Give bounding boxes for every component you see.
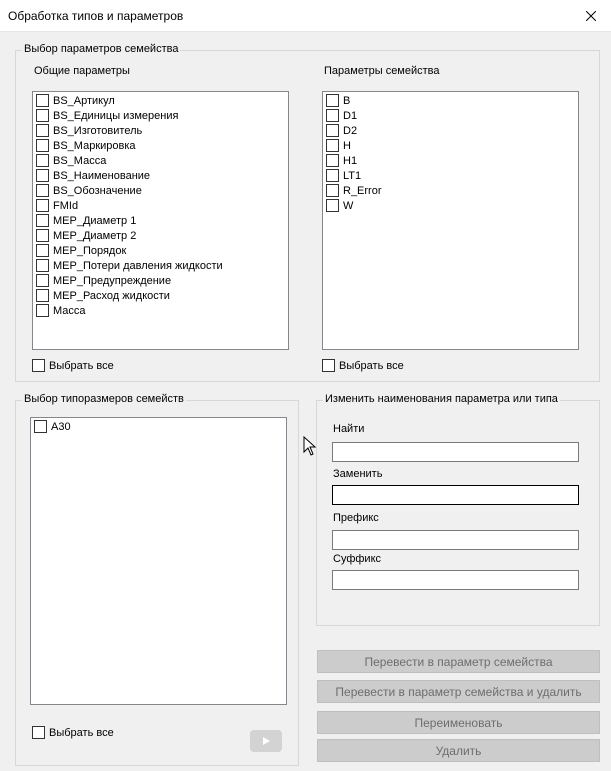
- checkbox[interactable]: [326, 154, 339, 167]
- list-item-label: MEP_Диаметр 1: [53, 214, 137, 227]
- list-item[interactable]: [33, 123, 288, 138]
- checkbox[interactable]: [36, 259, 49, 272]
- list-item-label: B: [343, 94, 351, 107]
- list-item[interactable]: [323, 183, 578, 198]
- prefix-input[interactable]: [332, 530, 579, 550]
- common-params-label: Общие параметры: [34, 65, 130, 77]
- checkbox[interactable]: [322, 359, 335, 372]
- checkbox[interactable]: [36, 304, 49, 317]
- list-item[interactable]: [323, 123, 578, 138]
- list-item-label: MEP_Предупреждение: [53, 274, 172, 287]
- checkbox[interactable]: [326, 139, 339, 152]
- list-item[interactable]: [33, 228, 288, 243]
- to-family-param-delete-button[interactable]: Перевести в параметр семейства и удалить: [317, 680, 600, 703]
- list-item-label: BS_Масса: [53, 154, 107, 167]
- list-item-label: W: [343, 199, 354, 212]
- checkbox[interactable]: [36, 229, 49, 242]
- checkbox[interactable]: [326, 169, 339, 182]
- checkbox[interactable]: [36, 199, 49, 212]
- find-input[interactable]: [332, 442, 579, 462]
- checkbox[interactable]: [36, 214, 49, 227]
- delete-button[interactable]: Удалить: [317, 739, 600, 762]
- checkbox[interactable]: [36, 94, 49, 107]
- suffix-input[interactable]: [332, 570, 579, 590]
- list-item-label: BS_Маркировка: [53, 139, 136, 152]
- list-item-label: BS_Изготовитель: [53, 124, 143, 137]
- list-item-label: MEP_Диаметр 2: [53, 229, 137, 242]
- checkbox[interactable]: [36, 289, 49, 302]
- prefix-label: Префикс: [333, 512, 379, 524]
- list-item-label: H: [343, 139, 351, 152]
- family-select-all[interactable]: [322, 359, 404, 372]
- list-item[interactable]: [323, 198, 578, 213]
- list-item-label: MEP_Потери давления жидкости: [53, 259, 223, 272]
- family-params-label: Параметры семейства: [324, 65, 440, 77]
- checkbox[interactable]: [36, 139, 49, 152]
- list-item-label: BS_Наименование: [53, 169, 151, 182]
- list-item-label: H1: [343, 154, 358, 167]
- list-item[interactable]: [33, 243, 288, 258]
- window-title: Обработка типов и параметров: [8, 9, 184, 23]
- close-button[interactable]: [571, 0, 611, 32]
- list-item-label: BS_Обозначение: [53, 184, 142, 197]
- checkbox[interactable]: [32, 359, 45, 372]
- list-item[interactable]: [323, 93, 578, 108]
- list-item-label: FMId: [53, 199, 79, 212]
- list-item-label: BS_Единицы измерения: [53, 109, 179, 122]
- select-all-label: Выбрать все: [339, 359, 404, 372]
- to-family-param-button[interactable]: Перевести в параметр семейства: [317, 650, 600, 673]
- title-bar: [0, 0, 611, 32]
- family-params-list[interactable]: [322, 91, 579, 350]
- suffix-label: Суффикс: [333, 553, 382, 565]
- checkbox[interactable]: [326, 94, 339, 107]
- checkbox[interactable]: [326, 184, 339, 197]
- list-item-label: MEP_Порядок: [53, 244, 127, 257]
- list-item-label: BS_Артикул: [53, 94, 115, 107]
- select-all-label: Выбрать все: [49, 726, 114, 739]
- list-item-label: MEP_Расход жидкости: [53, 289, 170, 302]
- list-item-label: R_Error: [343, 184, 382, 197]
- mouse-cursor-icon: [303, 436, 317, 456]
- checkbox[interactable]: [36, 169, 49, 182]
- rename-button[interactable]: Переименовать: [317, 711, 600, 734]
- common-params-list[interactable]: [32, 91, 289, 350]
- list-item[interactable]: [323, 168, 578, 183]
- list-item[interactable]: [33, 273, 288, 288]
- checkbox[interactable]: [36, 244, 49, 257]
- list-item[interactable]: [33, 153, 288, 168]
- common-select-all[interactable]: [32, 359, 114, 372]
- checkbox[interactable]: [36, 274, 49, 287]
- checkbox[interactable]: [36, 124, 49, 137]
- play-icon: [261, 736, 271, 746]
- list-item[interactable]: [323, 108, 578, 123]
- list-item[interactable]: [33, 93, 288, 108]
- list-item[interactable]: [31, 419, 286, 434]
- list-item-label: Масса: [53, 304, 86, 317]
- checkbox[interactable]: [326, 124, 339, 137]
- list-item[interactable]: [33, 213, 288, 228]
- video-help-button[interactable]: [250, 730, 282, 752]
- list-item[interactable]: [33, 138, 288, 153]
- replace-label: Заменить: [333, 468, 383, 480]
- list-item[interactable]: [33, 198, 288, 213]
- checkbox[interactable]: [326, 199, 339, 212]
- list-item-label: A30: [51, 420, 71, 433]
- find-label: Найти: [333, 423, 365, 435]
- types-list[interactable]: [30, 417, 287, 705]
- checkbox[interactable]: [36, 184, 49, 197]
- types-select-all[interactable]: [32, 726, 114, 739]
- list-item[interactable]: [323, 153, 578, 168]
- close-icon: [586, 11, 596, 21]
- list-item[interactable]: [33, 183, 288, 198]
- params-group-legend: Выбор параметров семейства: [24, 43, 179, 55]
- select-all-label: Выбрать все: [49, 359, 114, 372]
- list-item[interactable]: [33, 258, 288, 273]
- rename-group-legend: Изменить наименования параметра или типа: [325, 393, 558, 405]
- checkbox[interactable]: [36, 109, 49, 122]
- checkbox[interactable]: [32, 726, 45, 739]
- list-item-label: D2: [343, 124, 358, 137]
- checkbox[interactable]: [326, 109, 339, 122]
- types-group-legend: Выбор типоразмеров семейств: [24, 393, 184, 405]
- list-item-label: LT1: [343, 169, 362, 182]
- list-item[interactable]: [33, 303, 288, 318]
- checkbox[interactable]: [36, 154, 49, 167]
- list-item[interactable]: [33, 288, 288, 303]
- list-item[interactable]: [33, 108, 288, 123]
- list-item-label: D1: [343, 109, 358, 122]
- list-item[interactable]: [323, 138, 578, 153]
- replace-input[interactable]: [332, 485, 579, 505]
- list-item[interactable]: [33, 168, 288, 183]
- checkbox[interactable]: [34, 420, 47, 433]
